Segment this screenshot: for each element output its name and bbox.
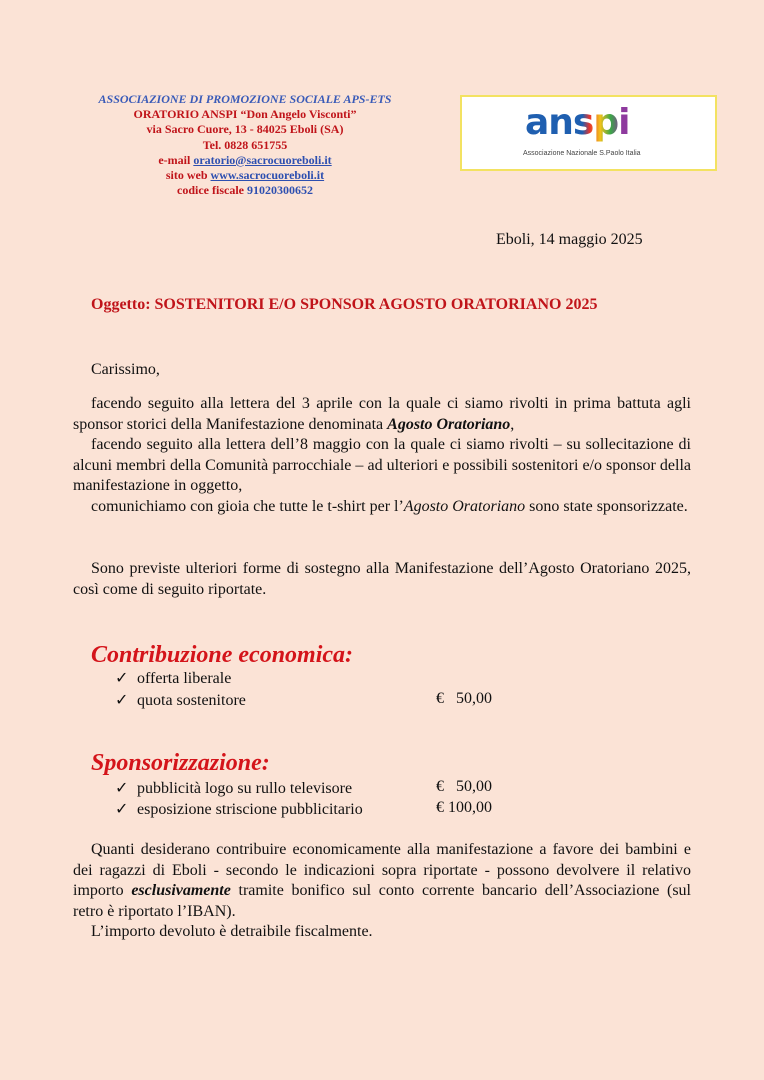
website-label: sito web: [165, 168, 208, 183]
para3-b-text: tramite bonifico sul conto corrente bancario dell’Associazione (sul retro è riportato l’IBAN).: [73, 882, 691, 920]
body-paragraph-1: [73, 394, 691, 517]
letterhead: [60, 92, 430, 198]
letter-date: Eboli, 14 maggio 2025: [496, 231, 643, 248]
body-paragraph-3: [73, 840, 691, 943]
list-item-amount: € 50,00: [436, 778, 492, 795]
phone-label: Tel.: [202, 137, 222, 152]
phone-number: 0828 651755: [224, 137, 288, 152]
list-item-label: quota sostenitore: [137, 692, 246, 709]
para1-c-emphasis: Agosto Oratoriano: [403, 497, 526, 515]
list-item: [115, 690, 246, 710]
para1-c-end: sono state sponsorizzate.: [525, 497, 688, 515]
email-link[interactable]: oratorio@sacrocuoreboli.it: [193, 152, 332, 167]
sponsorship-title: Sponsorizzazione:: [91, 750, 270, 776]
association-type: ASSOCIAZIONE DI PROMOZIONE SOCIALE APS-ETS: [98, 92, 392, 106]
para1-a-end: ,: [510, 415, 515, 433]
checkmark-icon: ✓: [115, 670, 129, 687]
body-paragraph-2: Sono previste ulteriori forme di sostegno alla Manifestazione dell’Agosto Oratoriano 2025, così come di seguito riportate.: [73, 560, 691, 598]
website-line: [60, 168, 430, 183]
logo-subtitle: Associazione Nazionale S.Paolo Italia: [523, 150, 641, 157]
list-item-label: esposizione striscione pubblicitario: [137, 801, 363, 818]
logo-wordmark: anspi: [525, 102, 630, 143]
website-link[interactable]: www.sacrocuoreboli.it: [210, 168, 325, 183]
para1-b: facendo seguito alla lettera dell’8 maggio con la quale ci siamo rivolti – su sollecitazione di alcuni membri della Comunità parrocchiale – ad ulteriori e possibili sostenitori e/o sponsor della manifestazione in oggetto,: [73, 436, 691, 494]
list-item-label: pubblicità logo su rullo televisore: [137, 780, 353, 797]
address: via Sacro Cuore, 13 - 84025 Eboli (SA): [146, 122, 344, 137]
anspi-logo-graphic: [462, 97, 715, 169]
list-item: [115, 668, 231, 688]
list-item: [115, 778, 352, 798]
list-item: [115, 799, 363, 819]
para3-deductible: L’importo devoluto è detraibile fiscalmente.: [91, 923, 373, 940]
contribution-title: Contribuzione economica:: [91, 642, 354, 668]
tax-code: 91020300652: [246, 183, 313, 198]
list-item-label: offerta liberale: [137, 670, 232, 687]
organization-name: ORATORIO ANSPI “Don Angelo Visconti”: [133, 107, 357, 122]
para1-c-text: comunichiamo con gioia che tutte le t-shirt per l’: [91, 497, 404, 515]
para1-a-text: facendo seguito alla lettera del 3 aprile con la quale ci siamo rivolti in prima battuta agli sponsor storici della Manifestazione denominata: [73, 395, 691, 433]
email-line: [60, 153, 430, 168]
para3-emphasis: esclusivamente: [131, 882, 231, 899]
list-item-amount: € 100,00: [436, 799, 492, 816]
para3-a-text: Quanti desiderano contribuire economicamente alla manifestazione a favore dei bambini e dei ragazzi di Eboli - secondo le indicazioni sopra riportate - possono devolvere il relativo importo: [73, 841, 691, 899]
checkmark-icon: ✓: [115, 801, 129, 818]
para1-c: [73, 497, 691, 518]
salutation: Carissimo,: [91, 361, 160, 378]
para1-a-emphasis: Agosto Oratoriano: [387, 415, 511, 433]
para3-main: [73, 840, 691, 922]
tax-code-label: codice fiscale: [177, 183, 244, 198]
phone-line: [60, 138, 430, 153]
letter-subject: Oggetto: SOSTENITORI E/O SPONSOR AGOSTO ORATORIANO 2025: [91, 296, 598, 313]
email-label: e-mail: [158, 152, 191, 167]
checkmark-icon: ✓: [115, 692, 129, 709]
anspi-logo: [460, 95, 717, 171]
checkmark-icon: ✓: [115, 780, 129, 797]
list-item-amount: € 50,00: [436, 690, 492, 707]
para1-a: [73, 394, 691, 435]
tax-code-line: [60, 183, 430, 198]
